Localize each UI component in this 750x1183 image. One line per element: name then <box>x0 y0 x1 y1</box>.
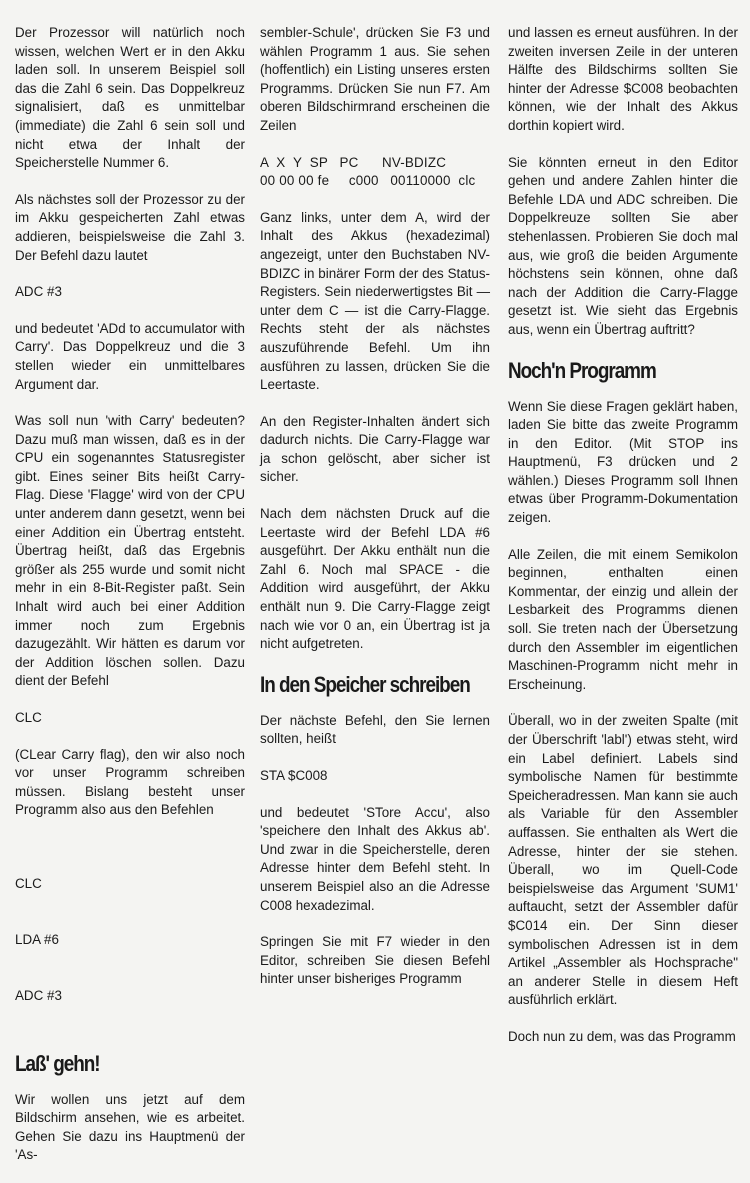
code-block <box>15 838 245 1043</box>
section-heading: Laß' gehn! <box>15 1050 100 1076</box>
text-column-3 <box>508 24 738 1065</box>
paragraph: Alle Zeilen, die mit einem Semikolon beginnen, enthalten einen Kommentar, der einzig und allein der Lesbarkeit des Programms dienen soll. Sie treten nach der Übersetzung durch den Assembler im eigentlichen Maschinen-Programm nicht mehr in Erscheinung. <box>508 546 738 692</box>
register-values: 00 00 00 fe c000 00110000 clc <box>260 173 476 189</box>
paragraph: sembler-Schule', drücken Sie F3 und wählen Programm 1 aus. Sie sehen (hoffentlich) ein Listing unseres ersten Programms. Drücken Sie nun F7. Am oberen Bildschirmrand erscheinen die Zeilen <box>260 25 490 133</box>
register-header: A X Y SP PC NV-BDIZC <box>260 154 447 170</box>
paragraph: An den Register-Inhalten ändert sich dadurch nichts. Die Carry-Flagge war ja schon gelöscht, aber sicher ist sicher. <box>260 413 490 485</box>
text-column-2 <box>260 24 490 1007</box>
paragraph: und bedeutet 'STore Accu', also 'speichere den Inhalt des Akkus ab'. Und zwar in die Speicherstelle, deren Adresse hinter dem Befehl steht. In unserem Beispiel also an die Adresse C008 hexadezimal. <box>260 804 490 913</box>
code-line: LDA #6 <box>15 931 59 947</box>
paragraph: Nach dem nächsten Druck auf die Leertaste wird der Befehl LDA #6 ausgeführt. Der Akku enthält nun die Zahl 6. Noch mal SPACE - die Addition wird ausgeführt, der Akku enthält nun 9. Die Carry-Flagge zeigt nach wie vor 0 an, ein Übertrag ist ja nicht aufgetreten. <box>260 506 490 652</box>
paragraph: Ganz links, unter dem A, wird der Inhalt des Akkus (hexadezimal) angezeigt, unter den Buchstaben NV-BDIZC in binärer Form der des Status-Registers. Sein niederwertigstes Bit — unter dem C — ist die Carry-Flagge. Rechts steht der als nächstes auszuführende Befehl. Um ihn ausführen zu lassen, drücken Sie die Leertaste. <box>260 209 490 393</box>
section-heading: Noch'n Programm <box>508 357 656 383</box>
paragraph: Was soll nun 'with Carry' bedeuten? Dazu muß man wissen, daß es in der CPU ein sogenanntes Statusregister gibt. Eines seiner Bits heißt Carry-Flag. Diese 'Flagge' wird von der CPU unter anderem dann gesetzt, wenn bei einer Addition ein Übertrag entsteht. Übertrag heißt, daß das Ergebnis größer als 255 wurde und somit nicht mehr in ein 8-Bit-Register paßt. Sein Inhalt wird auch bei einer Addition immer noch zum Ergebnis dazugezählt. Wir hätten es darum vor der Addition löschen sollen. Dazu dient der Befehl <box>15 413 245 689</box>
code-line: ADC #3 <box>15 284 62 300</box>
paragraph: Als nächstes soll der Prozessor zu der im Akku gespeicherten Zahl etwas addieren, beispielsweise die Zahl 3. Der Befehl dazu lautet <box>15 191 245 263</box>
text-column-1 <box>15 24 245 1183</box>
code-line: ADC #3 <box>15 987 62 1003</box>
paragraph: Wenn Sie diese Fragen geklärt haben, laden Sie bitte das zweite Programm in den Editor. (Mit STOP ins Hauptmenü, F3 drücken und 2 wählen.) Dieses Programm soll Ihnen etwas über Programm-Dokumentation zeigen. <box>508 398 738 526</box>
paragraph: (CLear Carry flag), den wir also noch vor unser Programm schreiben müssen. Bislang besteht unser Programm also aus den Befehlen <box>15 746 245 818</box>
paragraph: Sie könnten erneut in den Editor gehen und andere Zahlen hinter die Befehle LDA und ADC schreiben. Die Doppelkreuze sollten Sie aber stehenlassen. Probieren Sie doch mal aus, wie groß die beiden Argumente höchstens sein können, ohne daß nach der Addition die Carry-Flagge gesetzt ist. Wie sieht das Ergebnis aus, wenn ein Übertrag auftritt? <box>508 154 738 337</box>
code-line: CLC <box>15 876 42 892</box>
paragraph: Der Prozessor will natürlich noch wissen, welchen Wert er in den Akku laden soll. In unserem Beispiel soll das die Zahl 6 sein. Das Doppelkreuz signalisiert, daß es unmittelbar (immediate) die Zahl 6 sein soll und nicht etwa der Inhalt der Speicherstelle Nummer 6. <box>15 25 245 171</box>
paragraph: Der nächste Befehl, den Sie lernen sollten, heißt <box>260 712 490 747</box>
paragraph: Überall, wo in der zweiten Spalte (mit der Überschrift 'labl') etwas steht, wird ein Label definiert. Labels sind symbolische Namen für bestimmte Speicheradressen. Man kann sie auch als Variable für den Assembler auffassen. Sie enthalten als Wert die Adresse, hinter der sie stehen. Überall, wo im Quell-Code beispielsweise das Argument 'SUM1' auftaucht, setzt der Assembler dafür $C014 ein. Der Sinn dieser symbolischen Adressen ist in dem Artikel „Assembler als Hochsprache" an anderer Stelle in diesem Heft ausführlich erklärt. <box>508 713 738 1008</box>
paragraph: und lassen es erneut ausführen. In der zweiten inversen Zeile in der unteren Hälfte des Bildschirms sollten Sie hinter der Adresse $C008 beobachten können, wie der Inhalt des Akkus dorthin kopiert wird. <box>508 25 738 133</box>
paragraph: Springen Sie mit F7 wieder in den Editor, schreiben Sie diesen Befehl hinter unser bisheriges Programm <box>260 934 490 987</box>
code-line: STA $C008 <box>260 768 328 783</box>
paragraph: Doch nun zu dem, was das Programm <box>508 1028 736 1044</box>
paragraph: Wir wollen uns jetzt auf dem Bildschirm ansehen, wie es arbeitet. Gehen Sie dazu ins Hauptmenü der 'As- <box>15 1091 245 1163</box>
paragraph: und bedeutet 'ADd to accumulator with Carry'. Das Doppelkreuz und die 3 stellen wieder ein unmittelbares Argument dar. <box>15 320 245 392</box>
code-line: CLC <box>15 710 42 725</box>
section-heading: In den Speicher schreiben <box>260 671 470 697</box>
